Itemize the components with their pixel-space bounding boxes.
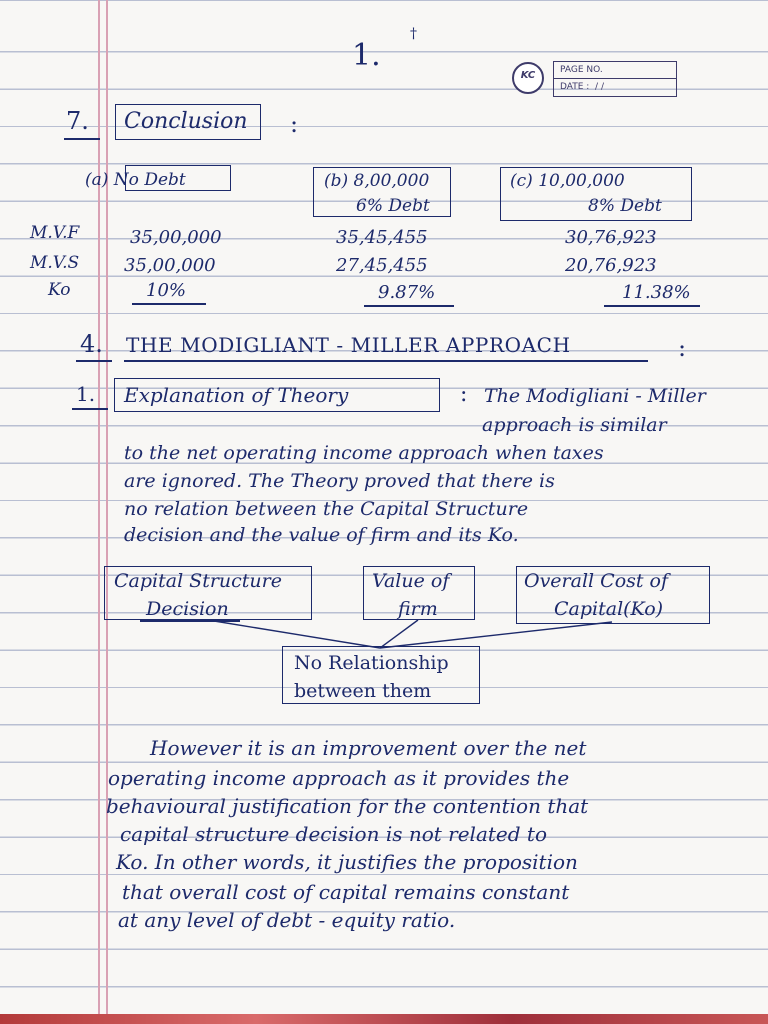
row-mvs-c: 20,76,923 xyxy=(565,255,657,276)
logo-text: KC xyxy=(520,70,536,81)
diagram-box1-line2: Decision xyxy=(146,598,229,620)
diagram-box2-line2: firm xyxy=(398,598,438,620)
row-mvf-label: M.V.F xyxy=(30,223,80,243)
date-value: / / xyxy=(595,82,604,92)
explanation-line-6: decision and the value of firm and its Ko. xyxy=(124,524,519,546)
row-mvf-c: 30,76,923 xyxy=(565,227,657,248)
diagram-result-line1: No Relationship xyxy=(294,652,449,674)
row-ko-a: 10% xyxy=(146,280,187,301)
paragraph-line-7: at any level of debt - equity ratio. xyxy=(118,908,456,932)
row-mvf-a: 35,00,000 xyxy=(130,227,222,248)
paragraph-line-5: Ko. In other words, it justifies the proposition xyxy=(116,850,578,874)
column-c-header-line1: (c) 10,00,000 xyxy=(510,171,625,191)
paragraph-line-2: operating income approach as it provides the xyxy=(108,766,570,790)
explanation-line-3: to the net operating income approach when taxes xyxy=(124,442,604,464)
paragraph-line-3: behavioural justification for the contention that xyxy=(106,794,589,818)
row-mvf-b: 35,45,455 xyxy=(336,227,428,248)
paragraph-line-6: that overall cost of capital remains constant xyxy=(122,880,570,904)
diagram-box3-line2: Capital(Ko) xyxy=(554,598,664,620)
diagram-box1-line1: Capital Structure xyxy=(114,570,282,592)
paragraph-line-4: capital structure decision is not related to xyxy=(120,822,547,846)
diagram-result-line2: between them xyxy=(294,680,432,702)
explanation-colon: : xyxy=(460,382,468,407)
section4-colon: : xyxy=(678,334,687,362)
explanation-line-5: no relation between the Capital Structure xyxy=(124,498,529,520)
conclusion-colon: : xyxy=(290,110,299,138)
page-bottom-edge xyxy=(0,1014,768,1024)
connector-line-from-box3 xyxy=(380,622,612,648)
column-b-header-line2: 6% Debt xyxy=(356,196,430,216)
explanation-heading: Explanation of Theory xyxy=(124,383,349,407)
column-a-header: (a) No Debt xyxy=(85,170,186,190)
page-no-label: PAGE NO. xyxy=(554,62,676,79)
explanation-line-4: are ignored. The Theory proved that there is xyxy=(124,470,555,492)
column-b-header-line1: (b) 8,00,000 xyxy=(324,171,430,191)
explanation-line-1: The Modigliani - Miller xyxy=(484,385,706,407)
page-number: 1. xyxy=(352,38,381,73)
conclusion-heading: Conclusion xyxy=(124,109,248,134)
diagram-box3-line1: Overall Cost of xyxy=(524,570,669,592)
section4-heading: THE MODIGLIANT - MILLER APPROACH xyxy=(126,333,571,357)
explanation-number: 1. xyxy=(76,382,96,406)
row-ko-c: 11.38% xyxy=(622,282,691,303)
explanation-line-2: approach is similar xyxy=(482,414,667,436)
connector-line-from-box1 xyxy=(208,620,380,648)
row-mvs-b: 27,45,455 xyxy=(336,255,428,276)
diagram-box2-line1: Value of xyxy=(372,570,450,592)
date-label: DATE : xyxy=(560,82,590,92)
section4-number: 4. xyxy=(80,330,103,358)
tick-mark: † xyxy=(410,26,417,42)
row-ko-label: Ko xyxy=(48,280,71,300)
row-mvs-label: M.V.S xyxy=(30,253,80,273)
row-mvs-a: 35,00,000 xyxy=(124,255,216,276)
column-c-header-line2: 8% Debt xyxy=(588,196,662,216)
conclusion-number: 7. xyxy=(66,107,89,135)
paragraph-line-1: However it is an improvement over the net xyxy=(150,736,587,760)
row-ko-b: 9.87% xyxy=(378,282,436,303)
